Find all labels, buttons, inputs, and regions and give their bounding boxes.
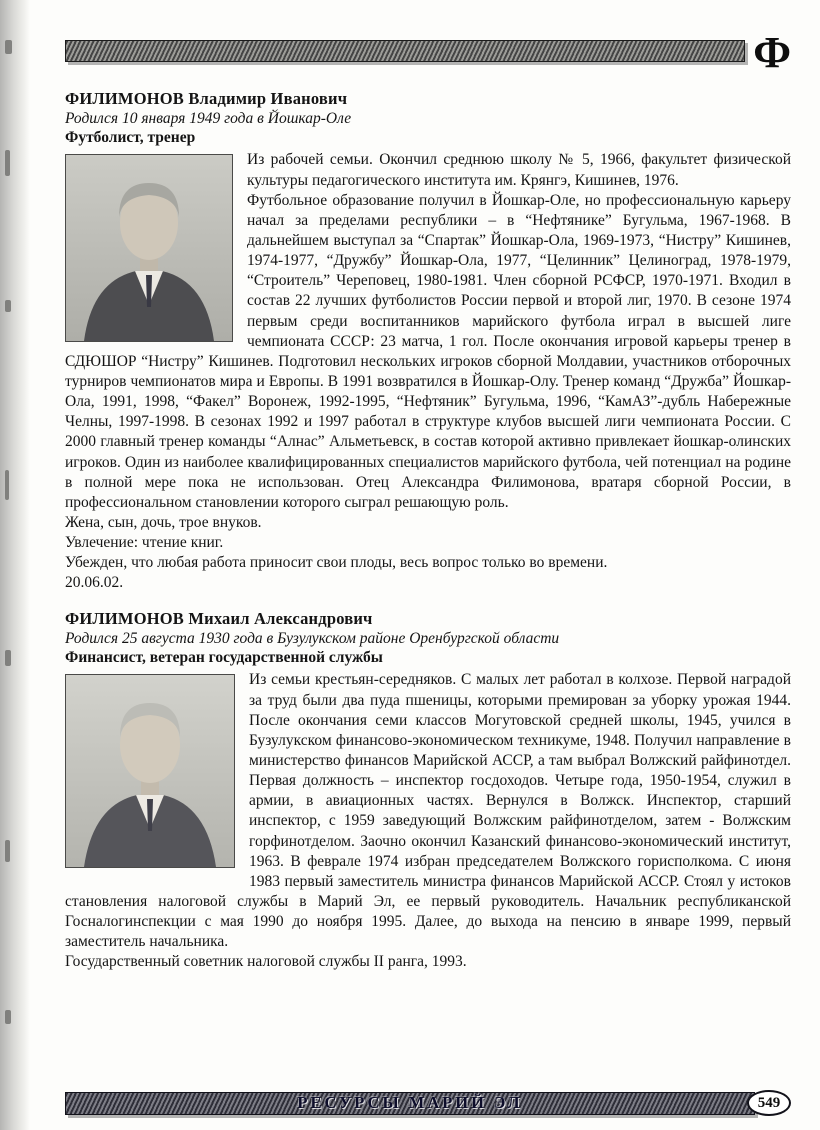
- page-footer: [65, 1090, 791, 1116]
- paragraph: Убежден, что любая работа приносит свои плоды, весь вопрос только во времени.: [65, 554, 608, 572]
- paragraph: Из семьи крестьян-середняков. С малых лет работал в колхозе. Первой наградой за труд были два пуда пшеницы, которыми премирован за уборку урожая 1944. После окончания семи классов Могутовской средней школы, 1945, учился в Бузулукском финансово-экономическом техникуме, 1948. Получил направление в министерство финансов Марийской АССР, а там выбрал Волжский райфинотдел. Первая должность – инспектор госдоходов. Четыре года, 1950-1954, служил в армии, в авиационных частях. Вернулся в Волжск. Инспектор, старший инспектор, с 1959 заведующий Волжским райфинотделом, затем - Волжским горфинотделом. Заочно окончил Казанский финансово-экономический институт, 1963. В феврале 1974 избран председателем Волжского горисполкома. С июня 1983 первый заместитель министра финансов Марийской АССР. Стоял у истоков становления налоговой службы в Марий Эл, ее первый руководитель. Начальник республиканской Госналогинспекции с мая 1990 до ноября 1995. Далее, до выхода на пенсию в январе 1999, первый заместитель начальника.: [65, 671, 791, 951]
- entry-body: [65, 670, 791, 972]
- page-header: [65, 28, 791, 77]
- binding-mark: [5, 650, 11, 666]
- binding-mark: [5, 470, 9, 500]
- section-divider-bar: [65, 40, 745, 62]
- paragraph: Жена, сын, дочь, трое внуков.: [65, 513, 262, 531]
- binding-mark: [5, 1010, 11, 1024]
- entry-profession: Футболист, тренер: [65, 129, 196, 147]
- binding-mark: [5, 840, 10, 862]
- page-number-badge: 549: [747, 1090, 791, 1116]
- binding-mark: [5, 150, 10, 176]
- paragraph: Увлечение: чтение книг.: [65, 534, 224, 552]
- paragraph: Футбольное образование получил в Йошкар-Оле, но профессиональную карьеру начал за пределами республики – в “Нефтянике” Бугульма, 1967-1968. В дальнейшем выступал за “Спартак” Йошкар-Ола, 1969-1973, “Нистру” Кишинев, 1974-1977, “Дружбу” Йошкар-Ола, 1977, “Целинник” Целиноград, 1978-1979, “Строитель” Череповец, 1980-1981. Член сборной РСФСР, 1970-1971. Входил в состав 22 лучших футболистов России первой и второй лиг, 1970. В сезоне 1974 первым среди воспитанников марийского футбола играл в высшей лиге чемпионата СССР: 23 матча, 1 гол. После окончания игровой карьеры тренер в СДЮШОР “Нистру” Кишинев. Подготовил нескольких игроков сборной Молдавии, участников отборочных турниров чемпионатов мира и Европы. В 1991 возвратился в Йошкар-Олу. Тренер команд “Дружба” Йошкар-Ола, 1991, 1998, “Факел” Воронеж, 1992-1995, “Нефтяник” Бугульма, 1996, “КамАЗ”-дубль Набережные Челны, 1997-1998. В сезонах 1992 и 1997 работал в структуре клубов высшей лиги чемпионата России. С 2000 главный тренер команды “Алнас” Альметьевск, в состав которой активно привлекает йошкар-олинских игроков. Один из наиболее квалифицированных специалистов марийского футбола, чей потенциал на родине в полной мере пока не использован. Отец Александра Филимонова, вратаря сборной России, в профессиональном становлении которого сыграл решающую роль.: [65, 191, 791, 511]
- footer-bar: [65, 1092, 755, 1115]
- binding-edge: [0, 0, 30, 1130]
- entry-filimonov-vladimir: [65, 89, 791, 593]
- portrait-photo: [65, 674, 235, 868]
- section-letter: Ф: [753, 28, 791, 77]
- entry-body: [65, 150, 791, 593]
- paragraph: 20.06.02.: [65, 574, 124, 592]
- footer-title: РЕСУРСЫ МАРИЙ ЭЛ: [297, 1093, 523, 1112]
- entry-name: ФИЛИМОНОВ Владимир Иванович: [65, 89, 348, 109]
- entry-profession: Финансист, ветеран государственной службы: [65, 649, 383, 667]
- portrait-photo: [65, 154, 233, 342]
- portrait-silhouette: [66, 155, 232, 341]
- portrait-silhouette: [66, 675, 234, 867]
- entry-birth-line: Родился 25 августа 1930 года в Бузулукском районе Оренбургской области: [65, 630, 560, 648]
- binding-mark: [5, 40, 12, 54]
- entry-birth-line: Родился 10 января 1949 года в Йошкар-Оле: [65, 110, 352, 128]
- binding-mark: [5, 300, 11, 312]
- paragraph: Из рабочей семьи. Окончил среднюю школу № 5, 1966, факультет физической культуры педагогического института им. Крянгэ, Кишинев, 1976.: [247, 151, 791, 189]
- entry-name: ФИЛИМОНОВ Михаил Александрович: [65, 609, 373, 629]
- paragraph: Государственный советник налоговой службы II ранга, 1993.: [65, 953, 467, 971]
- entry-filimonov-mikhail: [65, 609, 791, 972]
